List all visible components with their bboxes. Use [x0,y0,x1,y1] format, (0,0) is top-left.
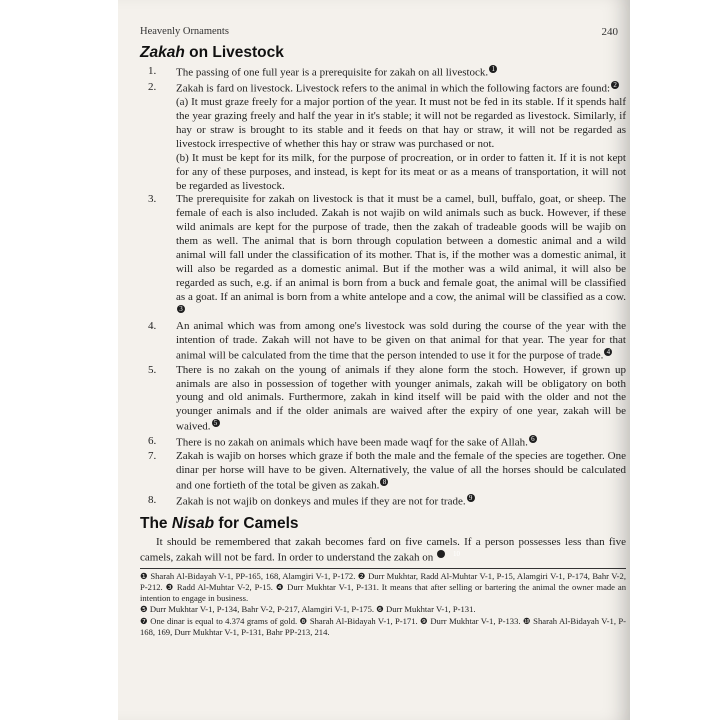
footnote-divider [140,568,626,569]
list-item-text: An animal which was from among one's livestock was sold during the course of the year with the intention of trade. Zakah will not have to be given on that animal for that year. The year for that animal will be calculated from the time that the person intended to use it for the purpose of trade. [176,320,626,362]
footnote-marker[interactable]: 10 [437,550,445,558]
list-item [140,494,626,510]
running-title: Heavenly Ornaments [140,26,229,37]
list-item-text: There is no zakah on animals which have been made waqf for the sake of Allah. [176,436,528,449]
list-item-number: 7. [148,450,157,463]
list-item [140,193,626,320]
list-item-number: 5. [148,363,157,376]
list-item-text: The passing of one full year is a prerequisite for zakah on all livestock. [176,66,489,79]
list-item-number: 4. [148,320,157,333]
list-item-number: 2. [148,80,157,93]
list-item-text: (a) It must graze freely for a major portion of the year. It must not be fed in its stable. If it spends half the year grazing freely and half the year in it's stable; it will not be regarded as livestock. Similarly, if hay or straw is brought to its stable and it feeds on that hay or straw, it will not be regarded as livestock irrespective of whether this hay or straw was purchased or not. [176,96,626,150]
page-number: 240 [601,26,618,38]
list-item [140,450,626,493]
list-item-text: There is no zakah on the young of animals if they alone form the stoch. However, if grown up animals are also in possession of together with younger animals, zakah will be obligatory on both young and old animals. Furthermore, zakah in kind itself will be paid with the older and not the younger animals and if the older animals are waived after the expiry of one year, zakah will be waived. [176,363,626,433]
footnote-marker[interactable]: 9 [467,494,475,502]
list-item [140,96,626,152]
list-item [140,320,626,363]
book-page [118,0,630,720]
nisab-intro-paragraph: It should be remembered that zakah becomes fard on five camels. If a person possesses less than five camels, zakah will not be fard. In order to understand the zakah on $^{10}$ [140,536,626,564]
footnote-marker[interactable]: 1 [489,65,497,73]
list-item [140,364,626,435]
footnotes [140,571,626,638]
section-heading-zakah-livestock: Zakah on Livestock [140,44,284,61]
list-item [140,152,626,194]
list-item-text: Zakah is not wajib on donkeys and mules if they are not for trade. [176,495,466,508]
footnote-marker[interactable]: 3 [177,305,185,313]
page-content [140,44,626,638]
list-item-number: 6. [148,434,157,447]
list-item [140,65,626,81]
footnote-line: ❶ Sharah Al-Bidayah V-1, PP-165, 168, Alamgiri V-1, P-172. ❷ Durr Mukhtar, Radd Al-Muhtar V-1, P-15, Alamgiri V-1, P-174, Bahr V-2, P-212. ❸ Radd Al-Muhtar V-2, P-15. ❹ Durr Mukhtar V-1, P-131. It means that after selling or bartering the animal the owner made an intention to engage in business. [140,570,626,604]
list-item-number: 3. [148,193,157,206]
footnote-marker[interactable]: 5 [212,419,220,427]
list-item-number: 8. [148,493,157,506]
list-item-number: 1. [148,65,157,77]
section-heading-nisab-camels: The Nisab for Camels [140,515,299,533]
footnote-marker[interactable]: 6 [529,435,537,443]
footnote-line: ❺ Durr Mukhtar V-1, P-134, Bahr V-2, P-217, Alamgiri V-1, P-175. ❻ Durr Mukhtar V-1, P-131. [140,604,476,615]
list-item-text: The prerequisite for zakah on livestock is that it must be a camel, bull, buffalo, goat, or sheep. The female of each is also included. Zakah is not wajib on wild animals such as buck. However, if these wild animals are kept for the purpose of trade, then the zakah of tradeable goods will be wajib on them as well. The animal that is born through copulation between a domestic animal and a wild animal will fall under the classification of its mother. That is, if the mother was a domestic animal, it will also be regarded as a domestic animal. But if the mother was a wild animal, it will also be regarded as such, e.g. if an animal is born from a buck and female goat, the animal will be classified as a goat. If an animal is born from a white antelope and a cow, the animal will be classified as a cow. [176,193,626,303]
list-item-text: Zakah is fard on livestock. Livestock refers to the animal in which the following factors are found: [176,82,611,95]
livestock-rules-list [140,65,626,509]
footnote-marker[interactable]: 2 [611,81,619,89]
list-item-text: (b) It must be kept for its milk, for the purpose of procreation, or in order to fatten it. If it is not kept for any of these purposes, and instead, is kept for its meat or as a means of transportation, it will not be regarded as livestock. [176,151,626,192]
footnote-marker[interactable]: 8 [380,478,388,486]
footnote-line: ❼ One dinar is equal to 4.374 grams of gold. ❽ Sharah Al-Bidayah V-1, P-171. ❾ Durr Mukhtar V-1, P-133. ❿ Sharah Al-Bidayah V-1, P-168, 169, Durr Mukhtar V-1, P-131, Bahr PP-213, 214. [140,615,626,637]
list-item [140,81,626,97]
list-item [140,435,626,451]
list-item-text: Zakah is wajib on horses which graze if both the male and the female of the species are together. One dinar per horse will have to be given. Alternatively, the value of all the horses should be calculated and one fortieth of the total be given as zakah. [176,450,626,492]
footnote-marker[interactable]: 4 [604,348,612,356]
